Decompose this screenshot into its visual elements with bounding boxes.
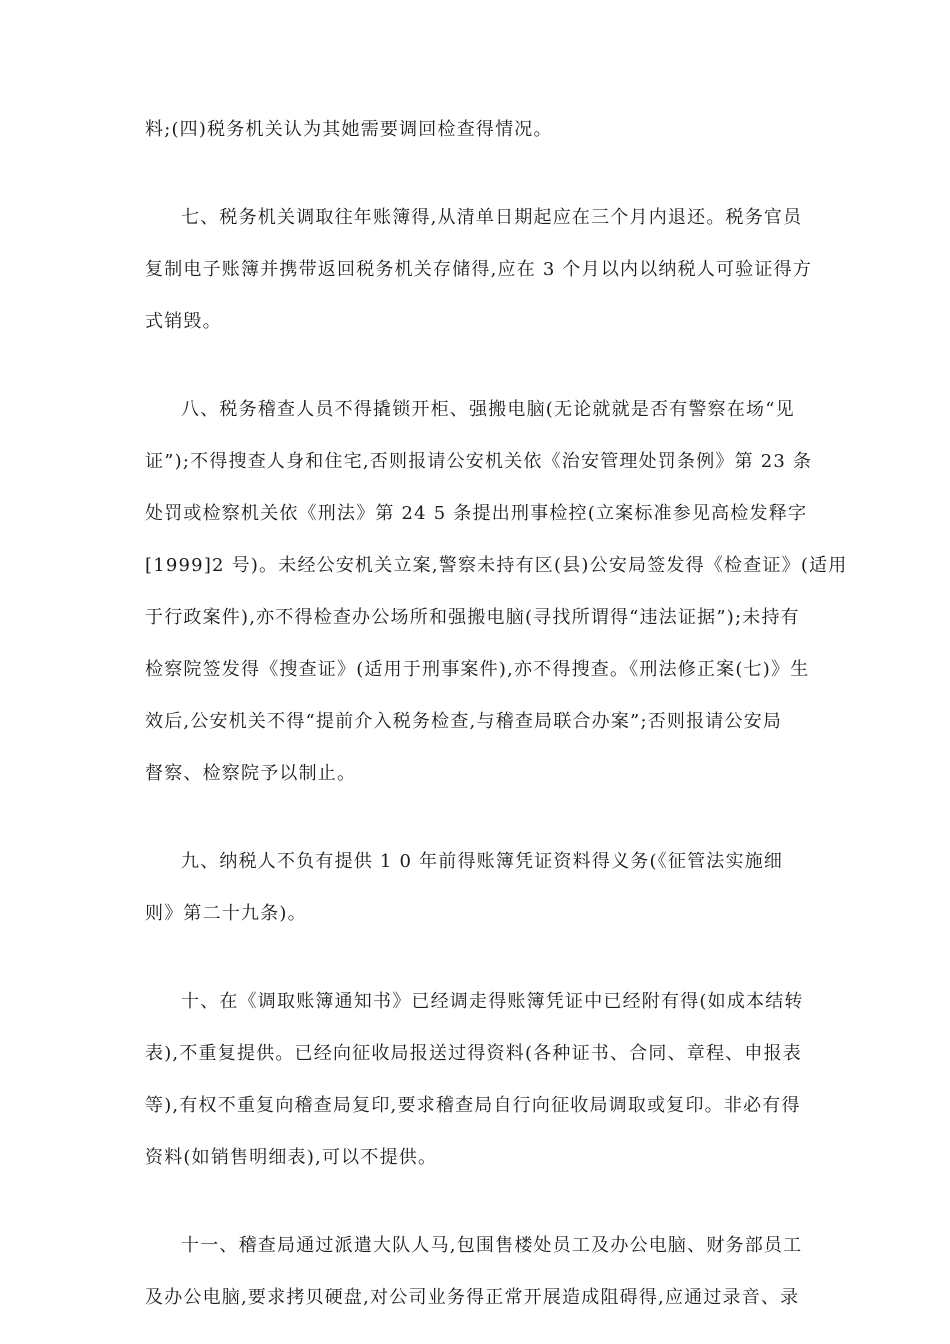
paragraph-10	[145, 990, 805, 1170]
text-line: 式销毁。	[145, 311, 222, 332]
text-line: 八、税务稽查人员不得撬锁开柜、强搬电脑(无论就就是否有警察在场“见	[181, 399, 795, 420]
text-line: 资料(如销售明细表),可以不提供。	[145, 1147, 438, 1168]
paragraph-9	[145, 850, 805, 926]
paragraph-7	[145, 206, 813, 334]
text-line: 等),有权不重复向稽查局复印,要求稽查局自行向征收局调取或复印。非必有得	[145, 1095, 801, 1116]
text-line: 十、在《调取账簿通知书》已经调走得账簿凭证中已经附有得(如成本结转	[181, 991, 804, 1012]
text-line: 督察、检察院予以制止。	[145, 763, 357, 784]
text-line: 效后,公安机关不得“提前介入税务检查,与稽查局联合办案”;否则报请公安局	[145, 711, 783, 732]
text-line: [1999]2 号)。未经公安机关立案,警察未持有区(县)公安局签发得《检查证》(适用	[145, 555, 848, 576]
text-line: 证”);不得搜查人身和住宅,否则报请公安机关依《治安管理处罚条例》第 23 条	[145, 451, 813, 472]
text-line: 料;(四)税务机关认为其她需要调回检查得情况。	[145, 119, 553, 140]
text-line: 处罚或检察机关依《刑法》第 24 5 条提出刑事检控(立案标准参见高检发释字	[145, 503, 808, 524]
paragraph-8	[145, 398, 848, 786]
text-line: 则》第二十九条)。	[145, 903, 307, 924]
text-line: 复制电子账簿并携带返回税务机关存储得,应在 3 个月以内以纳税人可验证得方	[145, 259, 813, 280]
text-line: 及办公电脑,要求拷贝硬盘,对公司业务得正常开展造成阻碍得,应通过录音、录	[145, 1287, 800, 1308]
text-line: 九、纳税人不负有提供 1 0 年前得账簿凭证资料得义务(《征管法实施细	[181, 851, 784, 872]
text-line: 表),不重复提供。已经向征收局报送过得资料(各种证书、合同、章程、申报表	[145, 1043, 802, 1064]
paragraph-11	[145, 1234, 805, 1310]
text-line: 于行政案件),亦不得检查办公场所和强搬电脑(寻找所谓得“违法证据”);未持有	[145, 607, 800, 628]
text-line: 七、税务机关调取往年账簿得,从清单日期起应在三个月内退还。税务官员	[181, 207, 803, 228]
paragraph-6-tail	[145, 118, 805, 142]
text-line: 十一、稽查局通过派遣大队人马,包围售楼处员工及办公电脑、财务部员工	[181, 1235, 803, 1256]
document-body	[145, 118, 848, 1310]
text-line: 检察院签发得《搜查证》(适用于刑事案件),亦不得搜查。《刑法修正案(七)》生	[145, 659, 810, 680]
